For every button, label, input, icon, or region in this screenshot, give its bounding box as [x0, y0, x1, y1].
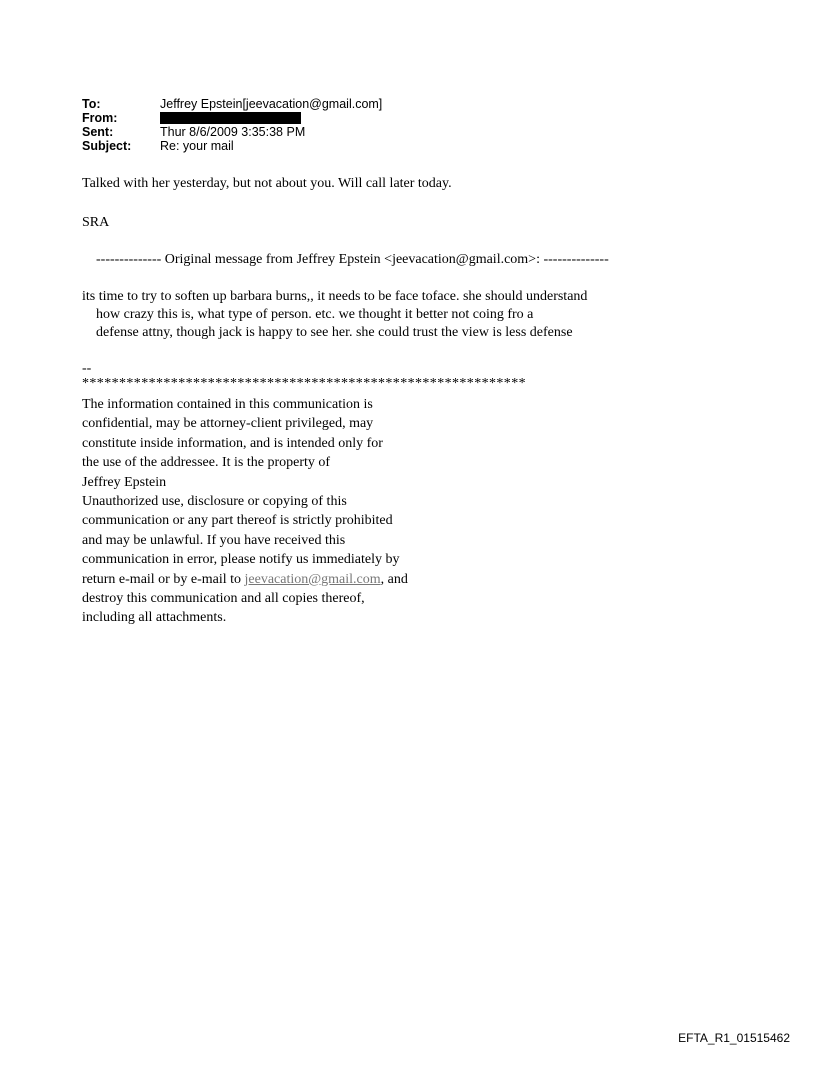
original-message-line: defense attny, though jack is happy to see her. she could trust the view is less defense — [96, 325, 573, 340]
from-row — [82, 111, 382, 125]
disclaimer-line: Unauthorized use, disclosure or copying of this — [82, 494, 347, 510]
to-value: Jeffrey Epstein[jeevacation@gmail.com] — [160, 97, 383, 111]
asterisk-divider: ************************************************************ — [82, 376, 526, 391]
email-header — [82, 97, 382, 153]
link-prefix: return e-mail or by e-mail to — [82, 571, 245, 587]
disclaimer-link-line — [82, 570, 408, 589]
disclaimer-line: confidential, may be attorney-client privileged, may — [82, 416, 374, 432]
signature-dashes: -- — [82, 361, 92, 376]
subject-value: Re: your mail — [160, 139, 234, 153]
to-row — [82, 97, 382, 111]
disclaimer-line: including all attachments. — [82, 610, 227, 626]
redaction-block — [160, 112, 301, 124]
disclaimer-line: constitute inside information, and is intended only for — [82, 435, 383, 451]
disclaimer-line: the use of the addressee. It is the property of — [82, 455, 331, 471]
subject-row — [82, 139, 382, 153]
subject-label: Subject: — [82, 139, 132, 153]
sent-label: Sent: — [82, 125, 114, 139]
disclaimer-line: communication in error, please notify us immediately by — [82, 552, 400, 568]
reply-line: Talked with her yesterday, but not about you. Will call later today. — [82, 176, 452, 191]
confidentiality-disclaimer — [82, 395, 408, 628]
disclaimer-line: The information contained in this communication is — [82, 397, 373, 412]
disclaimer-line: and may be unlawful. If you have received this — [82, 532, 346, 548]
email-link[interactable]: jeevacation@gmail.com — [244, 571, 381, 587]
link-suffix: , and — [380, 571, 408, 587]
disclaimer-line: Jeffrey Epstein — [82, 474, 167, 490]
signature: SRA — [82, 215, 110, 230]
sent-value: Thur 8/6/2009 3:35:38 PM — [160, 125, 306, 139]
document-id: EFTA_R1_01515462 — [678, 1031, 790, 1045]
original-message-line: how crazy this is, what type of person. etc. we thought it better not coing fro a — [96, 307, 534, 322]
original-message-separator: -------------- Original message from Jeffrey Epstein <jeevacation@gmail.com>: -------------- — [96, 252, 609, 267]
sent-row — [82, 125, 382, 139]
original-message-line: its time to try to soften up barbara burns,, it needs to be face toface. she should understand — [82, 289, 588, 304]
to-label: To: — [82, 97, 101, 111]
disclaimer-line: communication or any part thereof is strictly prohibited — [82, 513, 393, 529]
from-label: From: — [82, 111, 118, 125]
disclaimer-line: destroy this communication and all copies thereof, — [82, 591, 365, 607]
